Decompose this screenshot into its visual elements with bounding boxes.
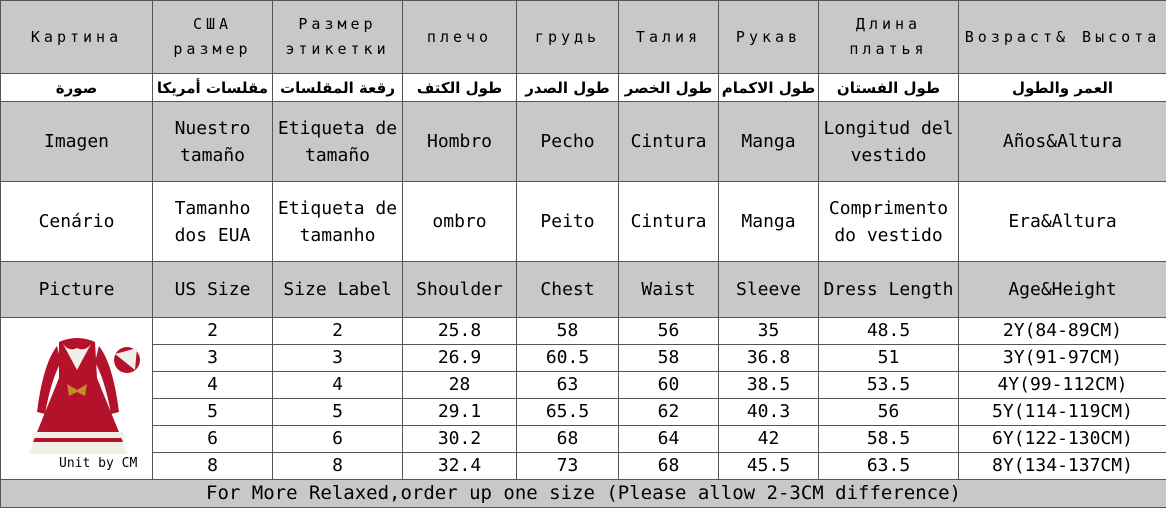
table-row: [1, 345, 1166, 372]
header-cell: Manga: [719, 182, 819, 262]
table-row: [1, 399, 1166, 426]
size-cell: 6Y(122-130CM): [959, 426, 1166, 453]
size-cell: 25.8: [403, 318, 517, 345]
header-cell: Chest: [517, 262, 619, 318]
dress-picture: [1, 318, 153, 480]
size-cell: 2: [153, 318, 273, 345]
header-cell: Manga: [719, 102, 819, 182]
header-cell: Tamanho dos EUA: [153, 182, 273, 262]
size-cell: 30.2: [403, 426, 517, 453]
size-cell: 8: [153, 453, 273, 480]
header-cell: Etiqueta de tamanho: [273, 182, 403, 262]
size-cell: 40.3: [719, 399, 819, 426]
header-cell: صورة: [1, 74, 153, 102]
size-cell: 42: [719, 426, 819, 453]
size-cell: 36.8: [719, 345, 819, 372]
table-row: [1, 318, 1166, 345]
header-cell: Длина платья: [819, 1, 959, 74]
size-cell: 35: [719, 318, 819, 345]
size-cell: 48.5: [819, 318, 959, 345]
size-cell: 60.5: [517, 345, 619, 372]
header-cell: طول الاكمام: [719, 74, 819, 102]
size-cell: 58.5: [819, 426, 959, 453]
size-cell: 2: [273, 318, 403, 345]
size-cell: 65.5: [517, 399, 619, 426]
header-row-pt: [1, 182, 1166, 262]
size-cell: 8: [273, 453, 403, 480]
size-cell: 45.5: [719, 453, 819, 480]
size-cell: 60: [619, 372, 719, 399]
unit-note: Unit by CM: [59, 456, 138, 471]
header-cell: Age&Height: [959, 262, 1166, 318]
size-cell: 32.4: [403, 453, 517, 480]
header-cell: طول الصدر: [517, 74, 619, 102]
size-cell: 6: [153, 426, 273, 453]
header-cell: Comprimento do vestido: [819, 182, 959, 262]
size-cell: 4Y(99-112CM): [959, 372, 1166, 399]
header-row-es: [1, 102, 1166, 182]
header-cell: Nuestro tamaño: [153, 102, 273, 182]
header-cell: Waist: [619, 262, 719, 318]
size-cell: 3: [153, 345, 273, 372]
dress-image: [19, 324, 151, 464]
header-row-en: [1, 262, 1166, 318]
size-cell: 58: [619, 345, 719, 372]
table-row: [1, 372, 1166, 399]
table-row: [1, 453, 1166, 480]
size-cell: 29.1: [403, 399, 517, 426]
size-cell: 63.5: [819, 453, 959, 480]
header-cell: Size Label: [273, 262, 403, 318]
footer-note: For More Relaxed,order up one size (Please allow 2-3CM difference): [1, 480, 1166, 508]
header-cell: Etiqueta de tamaño: [273, 102, 403, 182]
size-cell: 6: [273, 426, 403, 453]
header-cell: Hombro: [403, 102, 517, 182]
header-cell: مقلسات أمريكا: [153, 74, 273, 102]
size-cell: 3Y(91-97CM): [959, 345, 1166, 372]
size-cell: 8Y(134-137CM): [959, 453, 1166, 480]
header-cell: Pecho: [517, 102, 619, 182]
header-cell: رقعة المقلسات: [273, 74, 403, 102]
size-cell: 62: [619, 399, 719, 426]
header-cell: Años&Altura: [959, 102, 1166, 182]
footer-row: [1, 480, 1166, 508]
header-cell: Возраст& Высота: [959, 1, 1166, 74]
size-cell: 26.9: [403, 345, 517, 372]
header-row-ar: [1, 74, 1166, 102]
header-cell: грудь: [517, 1, 619, 74]
size-cell: 68: [517, 426, 619, 453]
header-cell: طول الفستان: [819, 74, 959, 102]
header-cell: Era&Altura: [959, 182, 1166, 262]
table-row: [1, 426, 1166, 453]
size-cell: 5Y(114-119CM): [959, 399, 1166, 426]
header-cell: Cintura: [619, 102, 719, 182]
header-cell: Рукав: [719, 1, 819, 74]
size-cell: 56: [819, 399, 959, 426]
size-cell: 58: [517, 318, 619, 345]
header-cell: Cenário: [1, 182, 153, 262]
size-cell: 5: [153, 399, 273, 426]
size-cell: 53.5: [819, 372, 959, 399]
header-cell: العمر والطول: [959, 74, 1166, 102]
header-cell: США размер: [153, 1, 273, 74]
header-cell: Longitud del vestido: [819, 102, 959, 182]
size-cell: 68: [619, 453, 719, 480]
header-cell: Shoulder: [403, 262, 517, 318]
size-cell: 63: [517, 372, 619, 399]
header-cell: ombro: [403, 182, 517, 262]
size-cell: 2Y(84-89CM): [959, 318, 1166, 345]
size-cell: 56: [619, 318, 719, 345]
size-cell: 38.5: [719, 372, 819, 399]
size-cell: 64: [619, 426, 719, 453]
header-row-ru: [1, 1, 1166, 74]
header-cell: Талия: [619, 1, 719, 74]
size-cell: 5: [273, 399, 403, 426]
size-cell: 3: [273, 345, 403, 372]
header-cell: Картина: [1, 1, 153, 74]
header-cell: Cintura: [619, 182, 719, 262]
size-cell: 73: [517, 453, 619, 480]
size-cell: 28: [403, 372, 517, 399]
header-cell: طول الكتف: [403, 74, 517, 102]
header-cell: плечо: [403, 1, 517, 74]
header-cell: Sleeve: [719, 262, 819, 318]
header-cell: Dress Length: [819, 262, 959, 318]
size-cell: 4: [273, 372, 403, 399]
size-cell: 4: [153, 372, 273, 399]
header-cell: Peito: [517, 182, 619, 262]
header-cell: طول الخصر: [619, 74, 719, 102]
header-cell: Imagen: [1, 102, 153, 182]
header-cell: Размер этикетки: [273, 1, 403, 74]
header-cell: Picture: [1, 262, 153, 318]
header-cell: US Size: [153, 262, 273, 318]
size-cell: 51: [819, 345, 959, 372]
